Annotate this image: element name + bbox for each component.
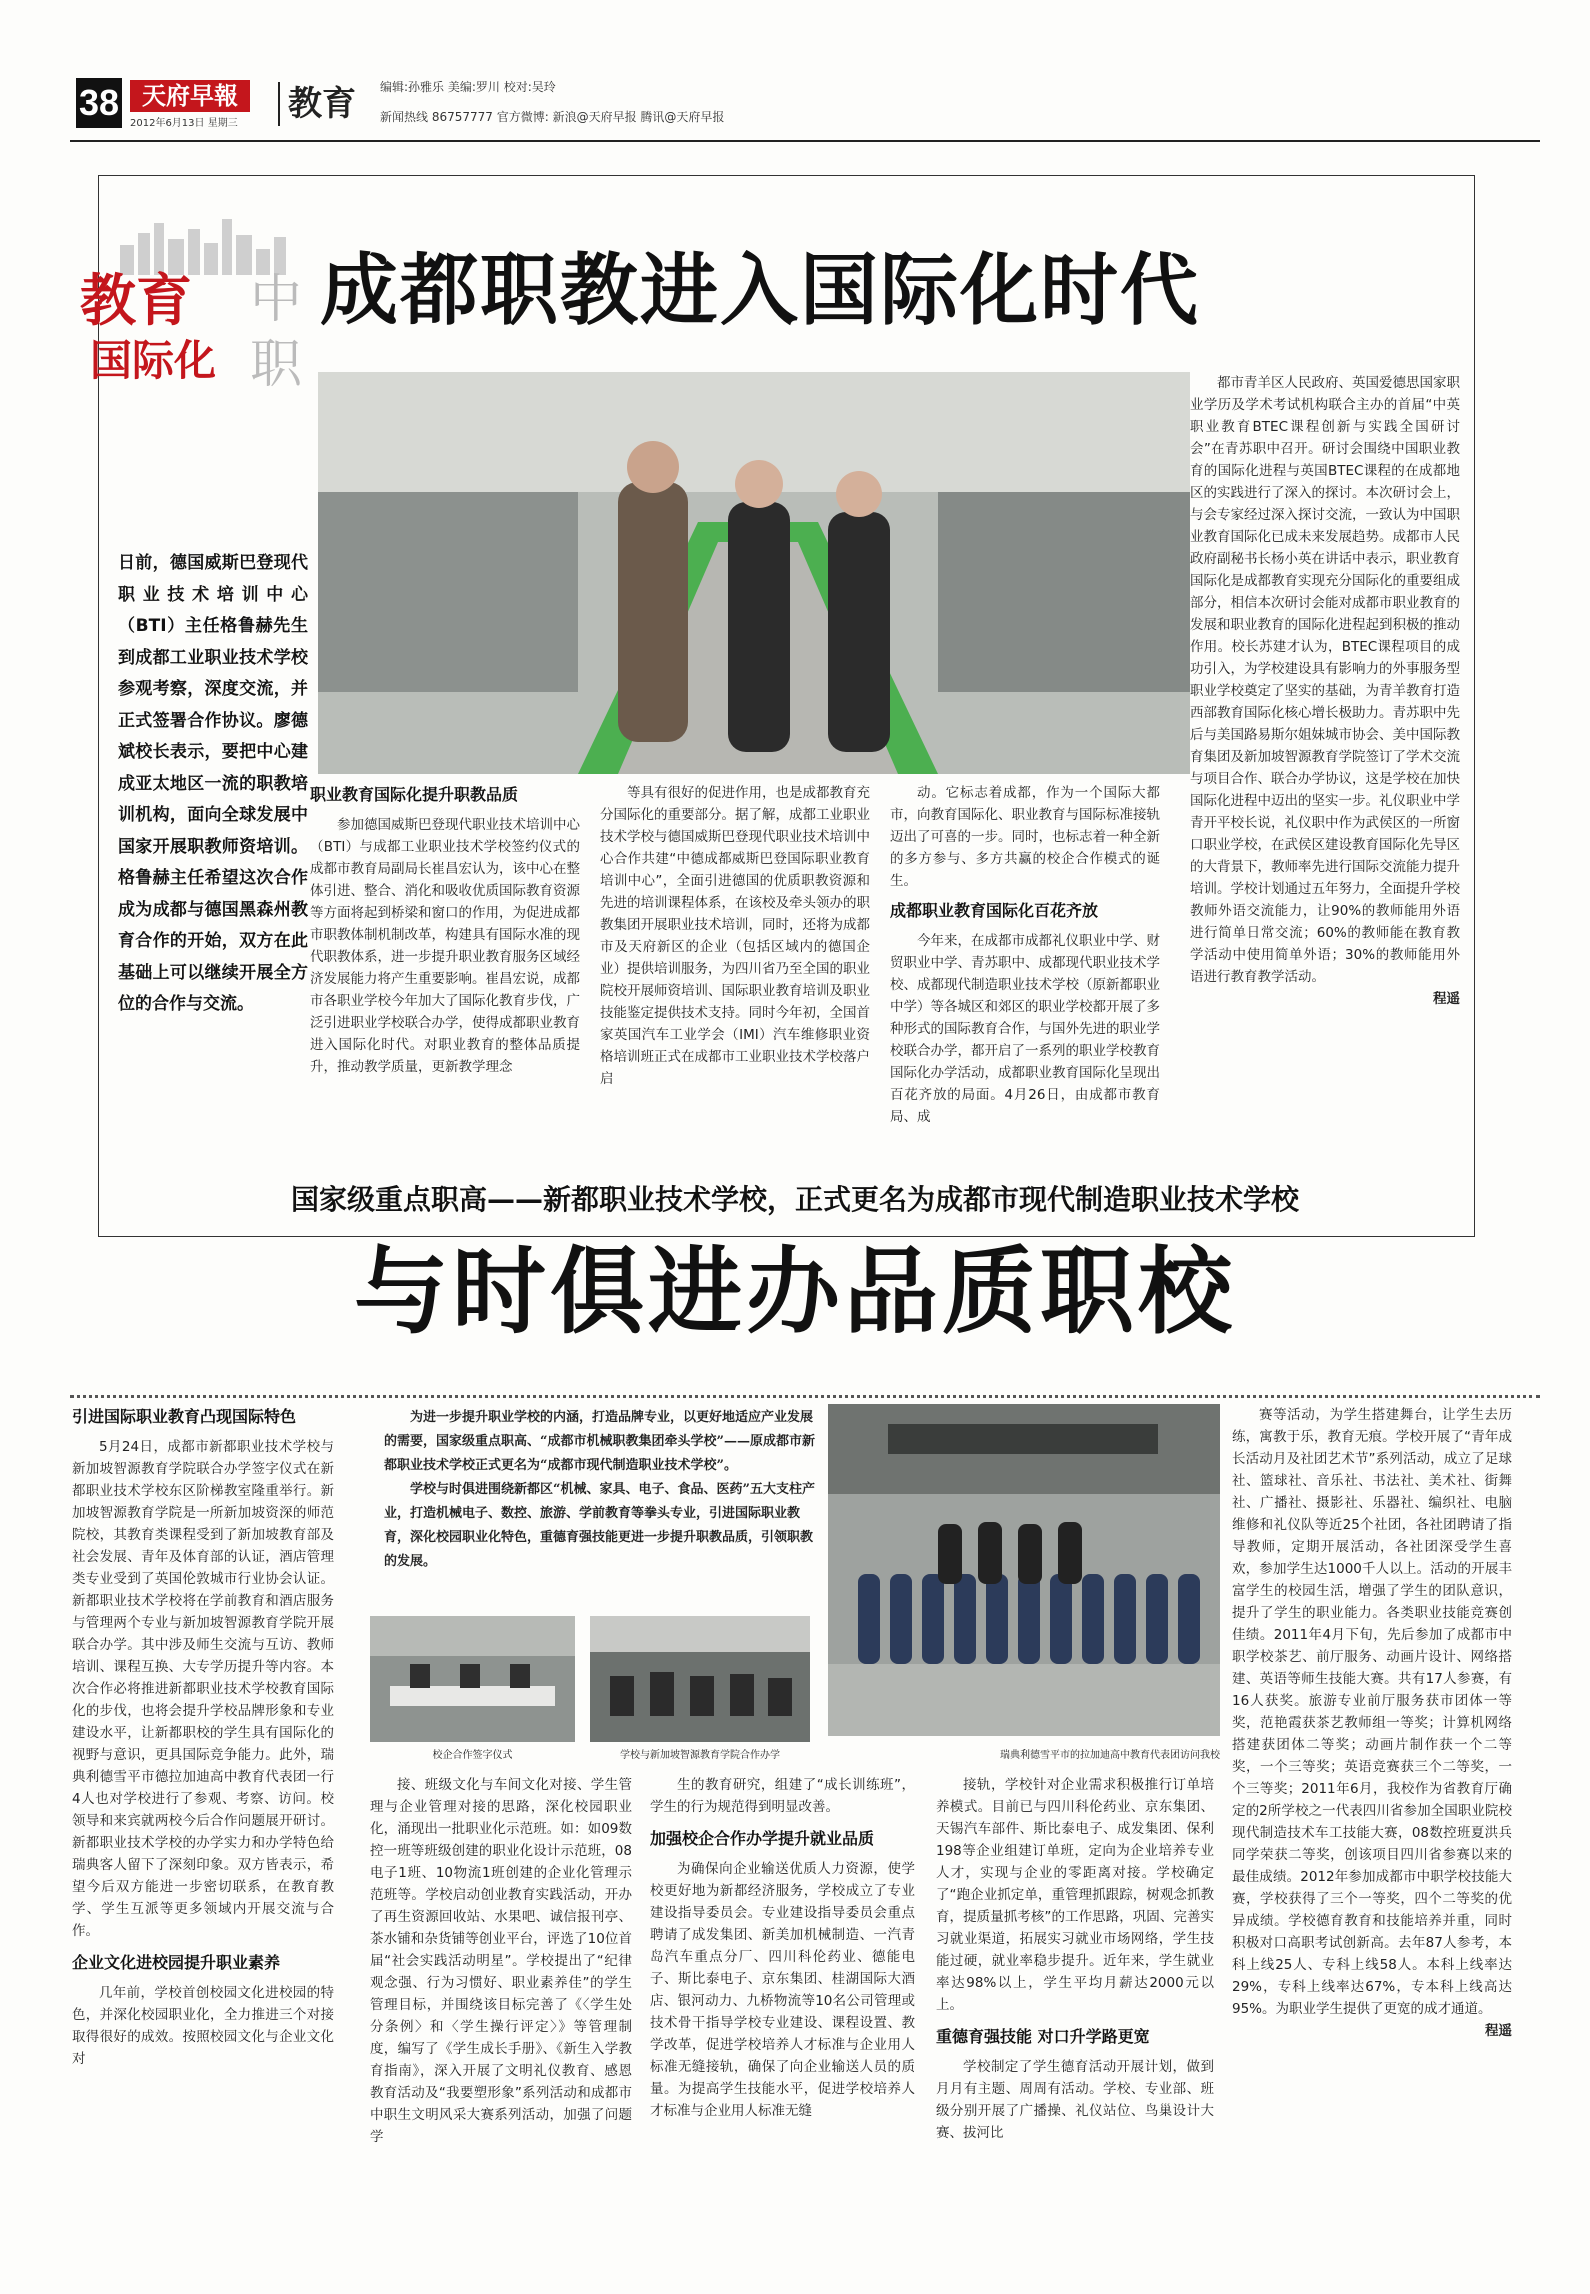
subheading: 引进国际职业教育凸现国际特色 (72, 1407, 297, 1426)
byline: 程遥 (1433, 991, 1460, 1007)
emblem-ghost-char: 职 (250, 335, 303, 395)
paragraph: 学校制定了学生德育活动开展计划，做到月月有主题、周周有活动。学校、专业部、班级分别开展了广播操、礼仪站位、鸟巢设计大赛、拔河比 (936, 2059, 1214, 2141)
delegation-group-photo (828, 1404, 1220, 1736)
article-intro (384, 1406, 824, 1574)
subheading: 成都职业教育国际化百花齐放 (890, 901, 1099, 920)
paragraph: 等具有很好的促进作用，也是成都教育充分国际化的重要部分。据了解，成都工业职业技术学校与德国威斯巴登现代职业技术培训中心合作共建“中德成都威斯巴登国际职业教育培训中心”，全面引进德国的优质职教资源和先进的培训课程体系，在该校及牵头领办的职教集团开展职业技术培训，同时，还将为成都市及天府新区的企业（包括区域内的德国企业）提供培训服务，为四川省乃至全国的职业院校开展师资培训、国际职业教育培训及职业技能鉴定提供技术支持。同时今年初，全国首家英国汽车工业学会（IMI）汽车维修职业资格培训班正式在成都市工业职业技术学校落户启 (600, 785, 870, 1087)
feature-headline: 成都职教进入国际化时代 (320, 246, 1201, 336)
feature-column-4 (1190, 372, 1460, 1010)
subheading: 加强校企合作办学提升就业品质 (650, 1829, 875, 1848)
cooperation-photo (590, 1616, 810, 1742)
feature-column-1 (310, 782, 580, 1078)
emblem-internationalization: 国际化 (90, 336, 217, 385)
paragraph: 几年前，学校首创校园文化进校园的特色，并深化校园职业化，全力推进三个对接取得很好的成效。按照校园文化与企业文化对 (72, 1985, 334, 2067)
subheading: 职业教育国际化提升职教品质 (310, 785, 519, 804)
newspaper-logo: 天府早報 (130, 80, 250, 112)
intro-paragraph: 为进一步提升职业学校的内涵，打造品牌专业，以更好地适应产业发展的需要，国家级重点职高、“成都市机械职教集团牵头学校”——原成都市新都职业技术学校正式更名为“成都市现代制造职业技术学校”。 (384, 1410, 815, 1473)
article-kicker: 国家级重点职高——新都职业技术学校，正式更名为成都市现代制造职业技术学校 (290, 1183, 1299, 1216)
paragraph: 为确保向企业输送优质人力资源，使学校更好地为新都经济服务，学校成立了专业建设指导委员会。专业建设指导委员会重点聘请了成发集团、新美加机械制造、一汽青岛汽车重点分厂、四川科伦药业、德能电子、斯比泰电子、京东集团、桂湖国际大酒店、银河动力、九桥物流等10名公司管理或技术骨干指导学校专业建设、课程设置、教学改革，促进学校培养人才标准与企业用人标准无缝接轨，确保了向企业输送人员的质量。为提高学生技能水平，促进学校培养人才标准与企业用人标准无缝 (650, 1861, 915, 2119)
article-column-5 (1232, 1404, 1512, 2042)
paragraph: 今年来，在成都市成都礼仪职业中学、财贸职业中学、青苏职中、成都现代职业技术学校、成都现代制造职业技术学校（原新都职业中学）等各城区和郊区的职业学校都开展了多种形式的国际教育合作，与国外先进的职业学校联合办学，都开启了一系列的职业学校教育国际化办学活动，成都职业教育国际化呈现出百花齐放的局面。4月26日，由成都市教育局、成 (890, 933, 1160, 1125)
paragraph: 5月24日，成都市新都职业技术学校与新加坡智源教育学院联合办学签字仪式在新都职业技术学校东区阶梯教室隆重举行。新加坡智源教育学院是一所新加坡资深的师范院校，其教育类课程受到了新加坡教育部及社会发展、青年及体育部的认证，酒店管理类专业受到了英国伦敦城市行业协会认证。新都职业技术学校将在学前教育和酒店服务与管理两个专业与新加坡智源教育学院开展联合办学。其中涉及师生交流与互访、教师培训、课程互换、大专学历提升等内容。本次合作必将推进新都职业技术学校教育国际化的步伐，也将会提升学校品牌形象和专业建设水平，让新都职校的学生具有国际化的视野与意识，更具国际竞争能力。此外，瑞典利德雪平市德拉加迪高中教育代表团一行4人也对学校进行了参观、考察、访问。校领导和来宾就两校今后合作问题展开研讨。新都职业技术学校的办学实力和办学特色给瑞典客人留下了深刻印象。双方皆表示，希望今后双方能进一步密切联系，在教育教学、学生互派等更多领域内开展交流与合作。 (72, 1439, 334, 1939)
feature-lead: 日前，德国威斯巴登现代职业技术培训中心（BTI）主任格鲁赫先生到成都工业职业技术学校参观考察，深度交流，并正式签署合作协议。廖德斌校长表示，要把中心建成亚太地区一流的职教培训机构，面向全球发展中国家开展职教师资培训。格鲁赫主任希望这次合作成为成都与德国黑森州教育合作的开始，双方在此基础上可以继续开展全方位的合作与交流。 (118, 553, 308, 1014)
article-column-4 (936, 1774, 1214, 2144)
paragraph: 参加德国威斯巴登现代职业技术培训中心（BTI）与成都工业职业技术学校签约仪式的成都市教育局副局长崔昌宏认为，该中心在整体引进、整合、消化和吸收优质国际教育资源等方面将起到桥梁和窗口的作用，为促进成都市职教体制机制改革，构建具有国际水准的现代职教体系，进一步提升职业教育服务区域经济发展能力将产生重要影响。崔昌宏说，成都市各职业学校今年加大了国际化教育步伐，广泛引进职业学校联合办学，使得成都职业教育进入国际化时代。对职业教育的整体品质提升，推动教学质量，更新教学理念 (310, 817, 580, 1075)
paragraph: 接、班级文化与车间文化对接、学生管理与企业管理对接的思路，深化校园职业化，涌现出一批职业化示范班。如：如09数控一班等班级创建的职业化设计示范班，08电子1班、10物流1班创建的企业化管理示范班等。学校启动创业教育实践活动，开办了再生资源回收站、水果吧、诚信报刊亭、茶水铺和杂货铺等创业平台，评选了10位首届“社会实践活动明星”。学校提出了“纪律观念强、行为习惯好、职业素养佳”的学生管理目标，并围绕该目标完善了《〈学生处分条例〉和〈学生操行评定〉》等管理制度，编写了《学生成长手册》、《新生入学教育指南》，深入开展了文明礼仪教育、感恩教育活动及“我要塑形象”系列活动和成都市中职生文明风采大赛系列活动，加强了问题学 (370, 1777, 632, 2145)
paragraph: 赛等活动，为学生搭建舞台，让学生去历练，寓教于乐，教育无痕。学校开展了“青年成长活动月及社团艺术节”系列活动，成立了足球社、篮球社、音乐社、书法社、美术社、街舞社、广播社、摄影社、乐器社、编织社、电脑维修和礼仪队等近25个社团，各社团聘请了指导教师，定期开展活动，各社团深受学生喜欢，参加学生达1000千人以上。活动的开展丰富学生的校园生活，增强了学生的团队意识，提升了学生的职业能力。各类职业技能竞赛创佳绩。2011年4月下旬，先后参加了成都市中职学校茶艺、前厅服务、动画片设计、网络搭建、英语等师生技能大赛。共有17人参赛，有16人获奖。旅游专业前厅服务获市团体一等奖，范艳霞获茶艺教师组一等奖；计算机网络搭建获团体二等奖；动画片制作获一个二等奖，一个三等奖；英语竞赛获三个二等奖，一个三等奖；2011年6月，我校作为省教育厅确定的2所学校之一代表四川省参加全国职业院校现代制造技术车工技能大赛，08数控班夏洪兵同学荣获二等奖，创该项目四川省参赛以来的最佳成绩。2012年参加成都市中职学校技能大赛，学校获得了三个一等奖，四个二等奖的优异成绩。学校德育教育和技能培养并重，同时积极对口高职考试创新高。去年87人参考，本科上线25人、专科上线58人。本科上线率达29%，专科上线率达67%，专本科上线高达95%。为职业学生提供了更宽的成才通道。 (1232, 1407, 1512, 2017)
paragraph: 接轨，学校针对企业需求积极推行订单培养模式。目前已与四川科伦药业、京东集团、天锡汽车部件、斯比泰电子、成发集团、保利198等企业组建订单班，定向为企业培养专业人才，实现与企业的零距离对接。学校确定了“跑企业抓定单，重管理抓跟踪，树观念抓教育，提质量抓考核”的工作思路，巩固、完善实习就业渠道，拓展实习就业市场网络，学生技能过硬，就业率稳步提升。近年来，学生就业率达98%以上，学生平均月薪达2000元以上。 (936, 1777, 1214, 2013)
emblem-ghost-char: 中 (250, 270, 303, 330)
article-column-3 (650, 1774, 915, 2122)
signing-ceremony-photo (370, 1616, 575, 1742)
skyline-graphic (110, 215, 310, 275)
article-column-2 (370, 1774, 632, 2148)
intro-paragraph: 学校与时俱进围绕新都区“机械、家具、电子、食品、医药”五大支柱产业，打造机械电子、数控、旅游、学前教育等拳头专业，引进国际职业教育，深化校园职业化特色，重德育强技能更进一步提升职教品质，引领职教的发展。 (384, 1482, 815, 1569)
paragraph: 动。它标志着成都，作为一个国际大都市，向教育国际化、职业教育与国际标准接轨迈出了可喜的一步。同时，也标志着一种全新的多方参与、多方共赢的校企合作模式的诞生。 (890, 785, 1160, 889)
paragraph: 生的教育研究，组建了“成长训练班”，学生的行为规范得到明显改善。 (650, 1777, 915, 1815)
subheading: 企业文化进校园提升职业素养 (72, 1953, 281, 1972)
dotted-divider (70, 1395, 1540, 1404)
paragraph: 都市青羊区人民政府、英国爱德思国家职业学历及学术考试机构联合主办的首届“中英职业教育BTEC课程创新与实践全国研讨会”在青苏职中召开。研讨会围绕中国职业教育的国际化进程与英国BTEC课程的在成都地区的实践进行了深入的探讨。本次研讨会上，与会专家经过深入探讨交流，一致认为中国职业教育国际化已成未来发展趋势。成都市人民政府副秘书长杨小英在讲话中表示，职业教育国际化是成都教育实现充分国际化的重要组成部分，相信本次研讨会能对成都市职业教育的发展和职业教育的国际化进程起到积极的推动作用。校长苏建才认为，BTEC课程项目的成功引入，为学校建设具有影响力的外事服务型职业学校奠定了坚实的基础，为青羊教育打造西部教育国际化核心增长极助力。青苏职中先后与美国路易斯尔姐妹城市协会、美中国际教育集团及新加坡智源教育学院签订了学术交流与项目合作、联合办学协议，这是学校在加快国际化进程中迈出的坚实一步。礼仪职业中学青开平校长说，礼仪职中作为武侯区的一所窗口职业学校，在武侯区建设教育国际化先导区的大背景下，教师率先进行国际交流能力提升培训。学校计划通过五年努力，全面提升学校教师外语交流能力，让90%的教师能用外语进行简单日常交流；60%的教师能在教育教学活动中使用简单外语；30%的教师能用外语进行教育教学活动。 (1190, 375, 1460, 985)
photo-caption: 学校与新加坡智源教育学院合作办学 (620, 1750, 780, 1761)
masthead-rule (70, 140, 1540, 142)
article-headline: 与时俱进办品质职校 (353, 1238, 1236, 1347)
photo-caption: 校企合作签字仪式 (432, 1750, 513, 1761)
article-column-1 (72, 1404, 334, 2070)
feature-column-3 (890, 782, 1160, 1128)
emblem-education: 教育 (80, 269, 192, 334)
photo-caption: 瑞典利德雪平市的拉加迪高中教育代表团访问我校 (1000, 1750, 1220, 1761)
editor-credits: 编辑:孙雅乐 美编:罗川 校对:吴玲 (380, 80, 556, 94)
subheading: 重德育强技能 对口升学路更宽 (936, 2027, 1150, 2046)
news-hotline: 新闻热线 86757777 官方微博: 新浪@天府早报 腾讯@天府早报 (380, 110, 725, 124)
section-title: 教育 (278, 82, 356, 126)
page-number: 38 (76, 78, 122, 128)
factory-visit-photo (318, 372, 1190, 774)
feature-column-2 (600, 782, 870, 1090)
issue-date: 2012年6月13日 星期三 (130, 118, 238, 129)
byline: 程遥 (1485, 2023, 1512, 2039)
